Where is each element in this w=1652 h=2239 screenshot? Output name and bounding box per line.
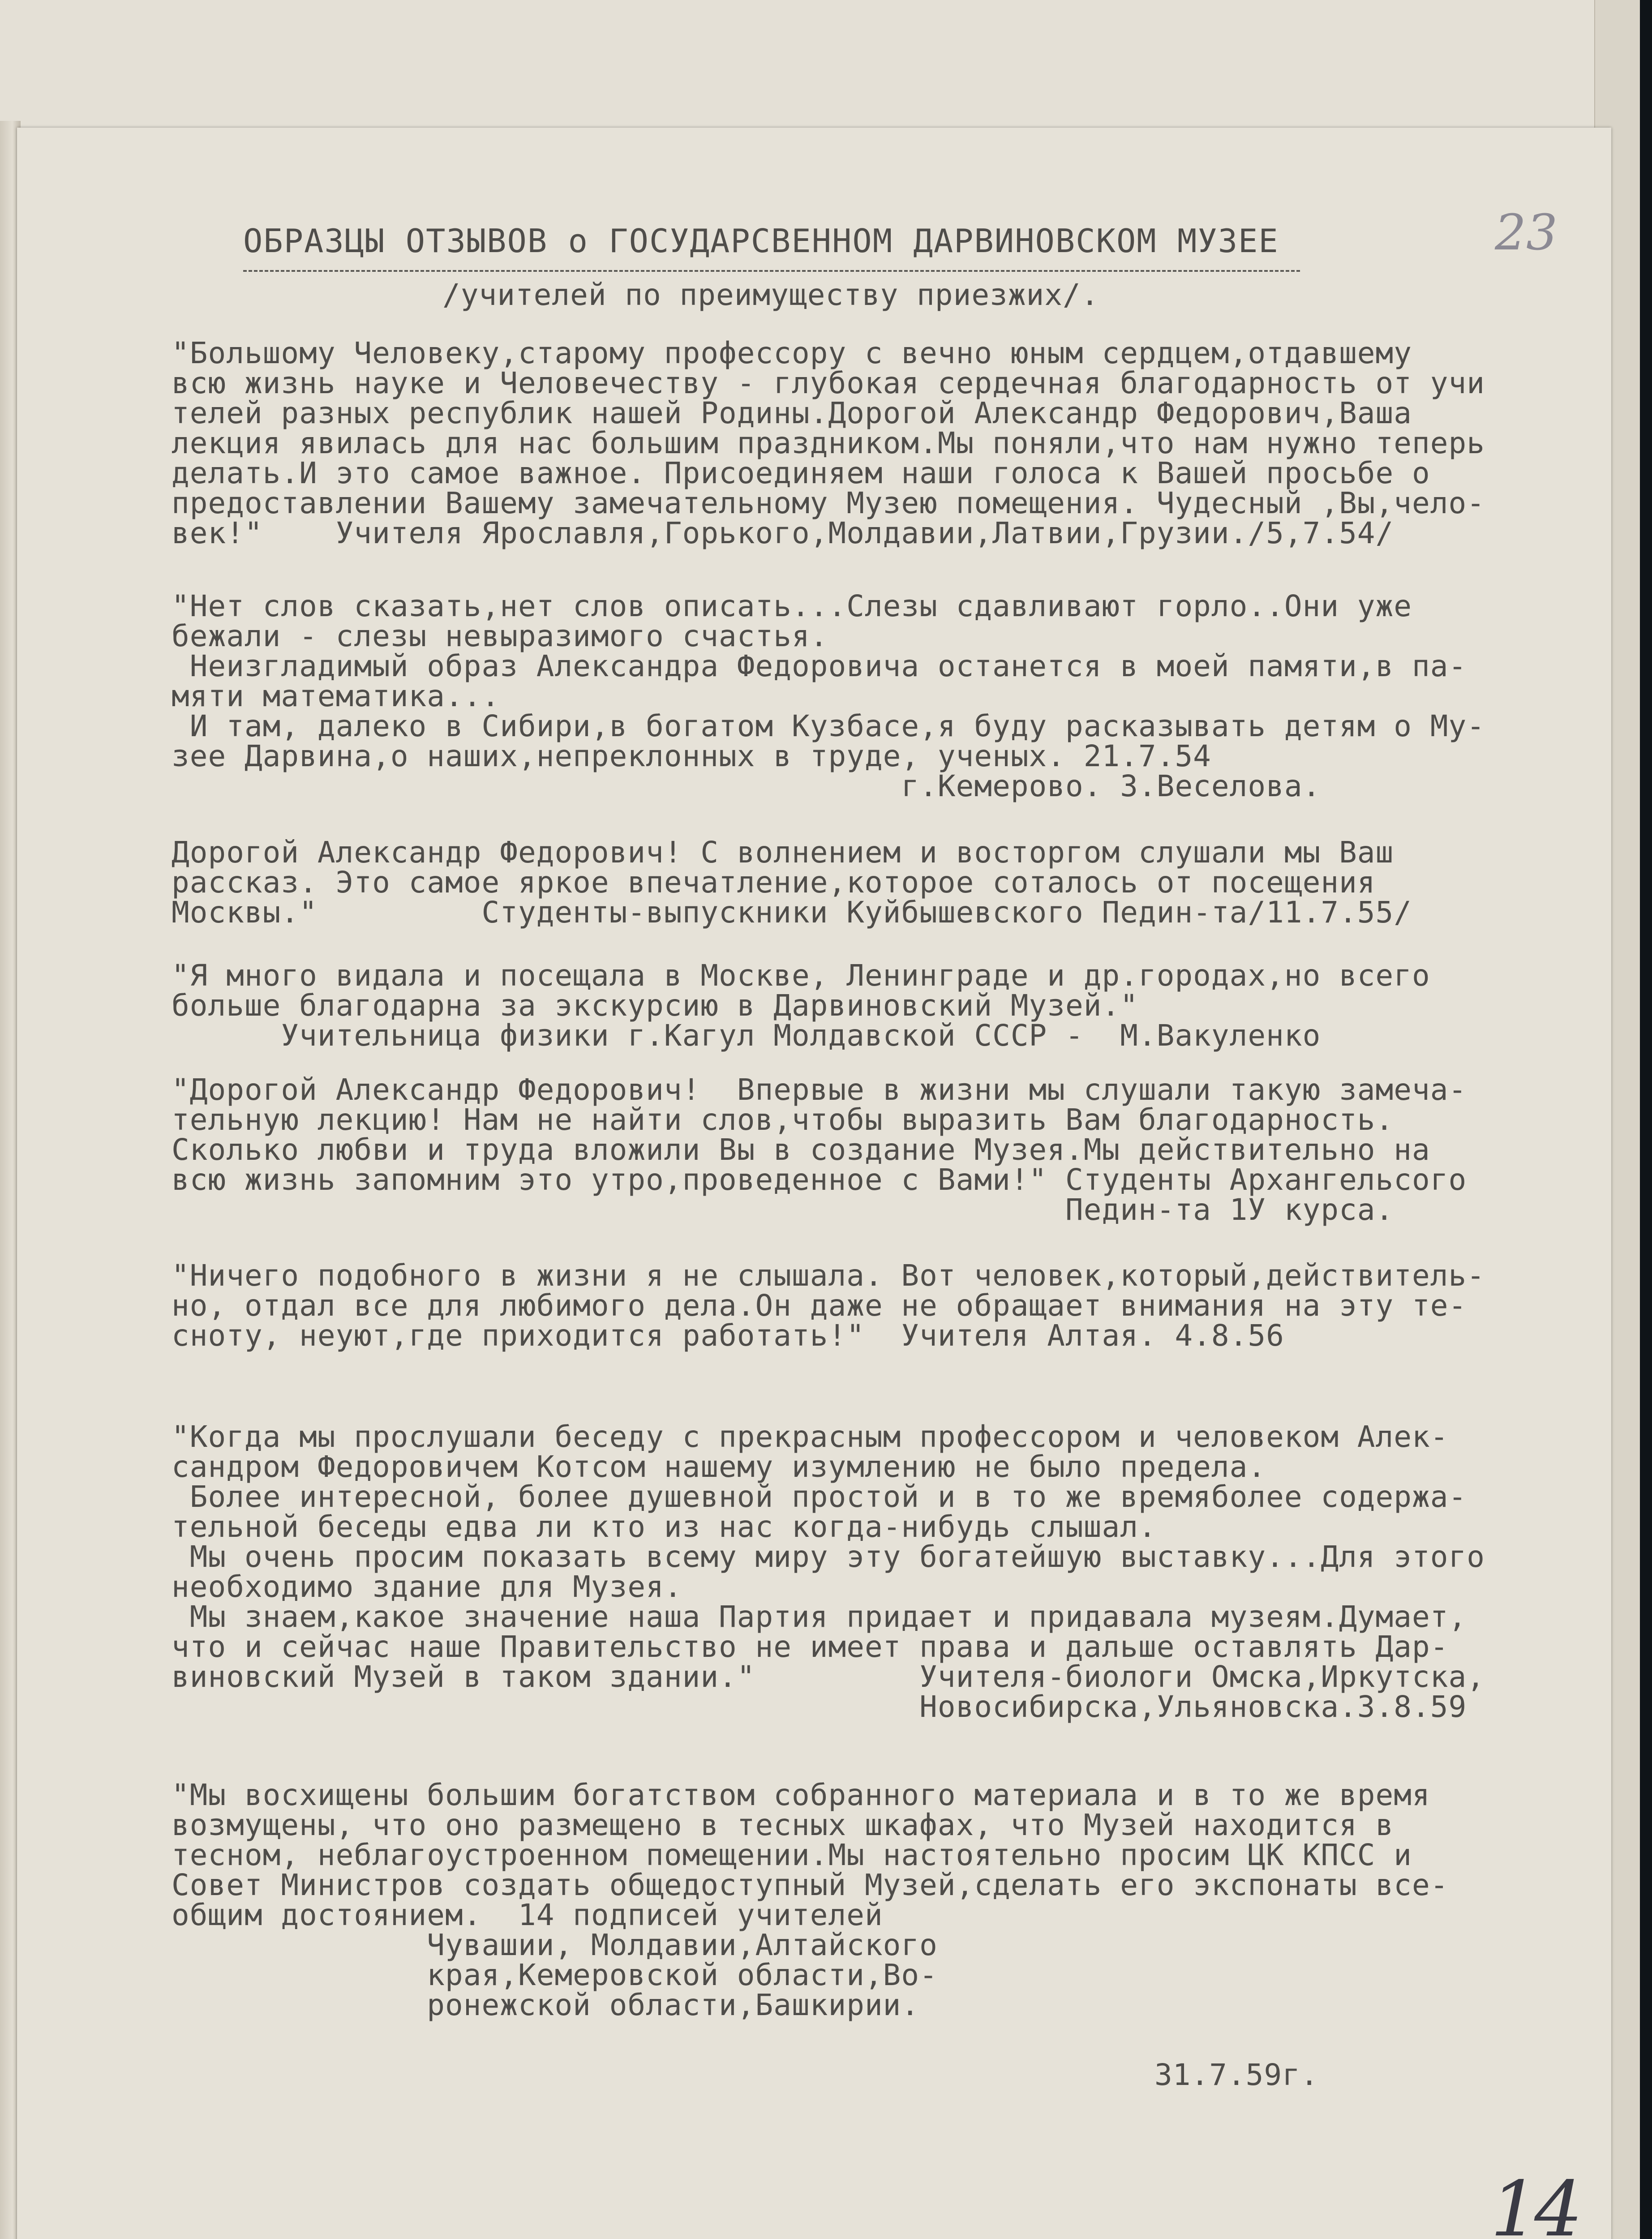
review-4: "Я много видала и посещала в Москве, Ленинграде и др.городах,но всего больше благодарна за экскурсию в Дарвиновский Музей." Учительница физики г.Кагул Молдавской СССР - М.Вакуленко: [172, 958, 1430, 1053]
review-8: "Мы восхищены большим богатством собранного материала и в то же время возмущены, что оно размещено в тесных шкафах, что Музей находится в тесном, неблагоустроенном помещении.Мы настоятельно просим ЦК КПСС и Совет Министров создать общедоступный Музей,сделать его экспонаты все- общим достоянием. 14 подписей учителей Чувашии, Молдавии,Алтайского края,Кемеровской области,Во- ронежской области,Башкирии.: [172, 1778, 1449, 2022]
review-2: "Нет слов сказать,нет слов описать...Слезы сдавливают горло..Они уже бежали - слезы невыразимого счастья. Неизгладимый образ Александра Федоровича останется в моей памяти,в па- мяти математика... И там, далеко в Сибири,в богатом Кузбасе,я буду расказывать детям о Му- зее Дарвина,о наших,непреклонных в труде, ученых. 21.7.54 г.Кемерово. З.Веселова.: [172, 589, 1485, 803]
document-subtitle: /учителей по преимуществу приезжих/.: [442, 278, 1099, 312]
document-title: ОБРАЗЦЫ ОТЗЫВОВ о ГОСУДАРСВЕННОМ ДАРВИНОВСКОМ МУЗЕЕ: [243, 222, 1279, 260]
review-1: "Большому Человеку,старому профессору с вечно юным сердцем,отдавшему всю жизнь науке и Человечеству - глубокая сердечная благодарность от учи телей разных республик нашей Родины.Дорогой Александр Федорович,Ваша лекция явилась для нас большим праздником.Мы поняли,что нам нужно теперь делать.И это самое важное. Присоединяем наши голоса к Вашей просьбе о предоставлении Вашему замечательному Музею помещения. Чудесный ,Вы,чело- век!" Учителя Ярославля,Горького,Молдавии,Латвии,Грузии./5,7.54/: [172, 336, 1485, 550]
review-5: "Дорогой Александр Федорович! Впервые в жизни мы слушали такую замеча- тельную лекцию! Нам не найти слов,чтобы выразить Вам благодарность. Сколько любви и труда вложили Вы в создание Музея.Мы действительно на всю жизнь запомним это утро,проведенное с Вами!" Студенты Архангельсого Педин-та 1У курса.: [172, 1072, 1467, 1227]
title-underline: [243, 270, 1300, 272]
page-number-bottom: 14: [1490, 2165, 1579, 2239]
review-3: Дорогой Александр Федорович! С волнением и восторгом слушали мы Ваш рассказ. Это самое яркое впечатление,которое соталось от посещения Москвы." Студенты-выпускники Куйбышевского Педин-та/11.7.55/: [172, 835, 1412, 930]
document-page: [17, 128, 1611, 2239]
page-number-top: 23: [1495, 204, 1558, 261]
review-6: "Ничего подобного в жизни я не слышала. Вот человек,который,действитель- но, отдал все для любимого дела.Он даже не обращает внимания на эту те- сноту, неуют,где приходится работать!" Учителя Алтая. 4.8.56: [172, 1258, 1485, 1353]
document-date: 31.7.59г.: [1154, 2058, 1319, 2092]
review-7: "Когда мы прослушали беседу с прекрасным профессором и человеком Алек- сандром Федоровичем Котсом нашему изумлению не было предела. Более интересной, более душевной простой и в то же времяболее содержа- тельной беседы едва ли кто из нас когда-нибудь слышал. Мы очень просим показать всему миру эту богатейшую выставку...Для этого необходимо здание для Музея. Мы знаем,какое значение наша Партия придает и придавала музеям.Думает, что и сейчас наше Правительство не имеет права и дальше оставлять Дар- виновский Музей в таком здании." Учителя-биологи Омска,Иркутска, Новосибирска,Ульяновска.3.8.59: [172, 1420, 1485, 1724]
background-sheet: [0, 0, 1612, 131]
